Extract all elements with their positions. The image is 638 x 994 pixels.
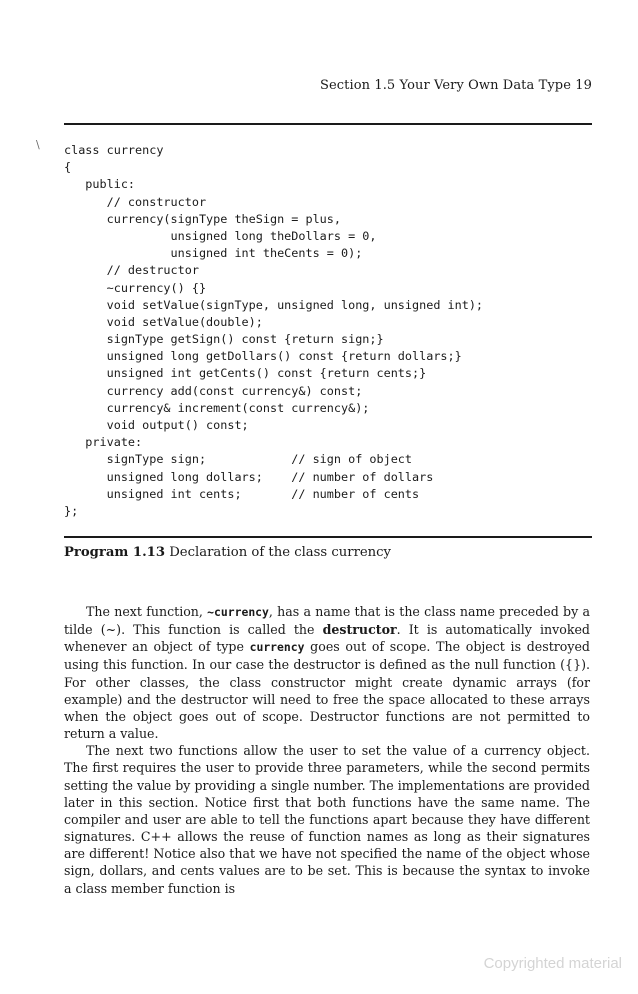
code-line: // destructor: [64, 263, 199, 278]
code-line: };: [64, 503, 79, 518]
caption-text: Declaration of the class: [165, 545, 332, 560]
paragraph-text: goes out of scope. The object is destroyed using this function. In our case the destructor is defined as the null function ({}). For other classes, the class constructor might create dynamic arrays (for example) and the destructor will need to free the space allocated to these arrays when the object goes out of scope. Destructor functions are not permitted to return a value.: [64, 639, 590, 742]
inline-code: ~currency: [207, 605, 269, 619]
code-line: unsigned long getDollars() const {return dollars;}: [64, 349, 462, 364]
paragraph-text: , has a name that is the class name preceded by a tilde (~). This function is called the: [64, 604, 590, 638]
paragraph-text: The next function,: [86, 604, 208, 619]
program-bottom-rule: [64, 536, 592, 538]
code-line: private:: [64, 435, 143, 450]
inline-code: currency: [249, 640, 305, 655]
code-listing: [64, 142, 483, 520]
code-line: class currency: [64, 143, 164, 157]
paragraph-text: . It is automatically invoked whenever an object of type: [64, 622, 590, 655]
code-line: void setValue(double);: [64, 314, 263, 329]
code-line: unsigned int cents; // number of cents: [64, 486, 420, 501]
caption-label: Program 1.13: [64, 545, 166, 560]
code-line: signType sign; // sign of object: [64, 452, 413, 467]
code-line: // constructor: [64, 194, 207, 209]
code-line: public:: [64, 177, 136, 192]
code-line: void setValue(signType, unsigned long, unsigned int);: [64, 297, 484, 312]
paragraph-destructor: [64, 603, 590, 742]
code-line: unsigned long dollars; // number of dollars: [64, 469, 434, 484]
code-line: signType getSign() const {return sign;}: [64, 332, 384, 347]
code-line: void output() const;: [64, 418, 249, 432]
program-caption: [64, 545, 391, 560]
term-destructor: destructor: [322, 622, 397, 638]
code-line: currency& increment(const currency&);: [64, 400, 370, 415]
code-line: unsigned int theCents = 0);: [64, 246, 363, 261]
code-line: {: [64, 160, 72, 175]
margin-mark: \: [36, 138, 40, 151]
code-line: currency add(const currency&) const;: [64, 383, 363, 398]
running-header: Section 1.5 Your Very Own Data Type 19: [319, 78, 592, 93]
code-line: ~currency() {}: [64, 280, 207, 295]
code-line: unsigned int getCents() const {return cents;}: [64, 366, 427, 381]
copyright-watermark: Copyrighted material: [483, 955, 622, 972]
code-line: currency(signType theSign = plus,: [64, 211, 341, 226]
body-text: [64, 603, 590, 897]
program-top-rule: [64, 123, 592, 125]
code-line: unsigned long theDollars = 0,: [64, 228, 377, 243]
caption-code: currency: [331, 545, 392, 560]
paragraph-setvalue: The next two functions allow the user to set the value of a currency object. The first requires the user to provide three parameters, while the second permits setting the value by providing a single number. The implementations are provided later in this section. Notice first that both functions have the same name. The compiler and user are able to tell the functions apart because they have different signatures. C++ allows the reuse of function names as long as their signatures are different! Notice also that we have not specified the name of the object whose sign, dollars, and cents values are to be set. This is because the syntax to invoke a class member function is: [64, 743, 590, 896]
